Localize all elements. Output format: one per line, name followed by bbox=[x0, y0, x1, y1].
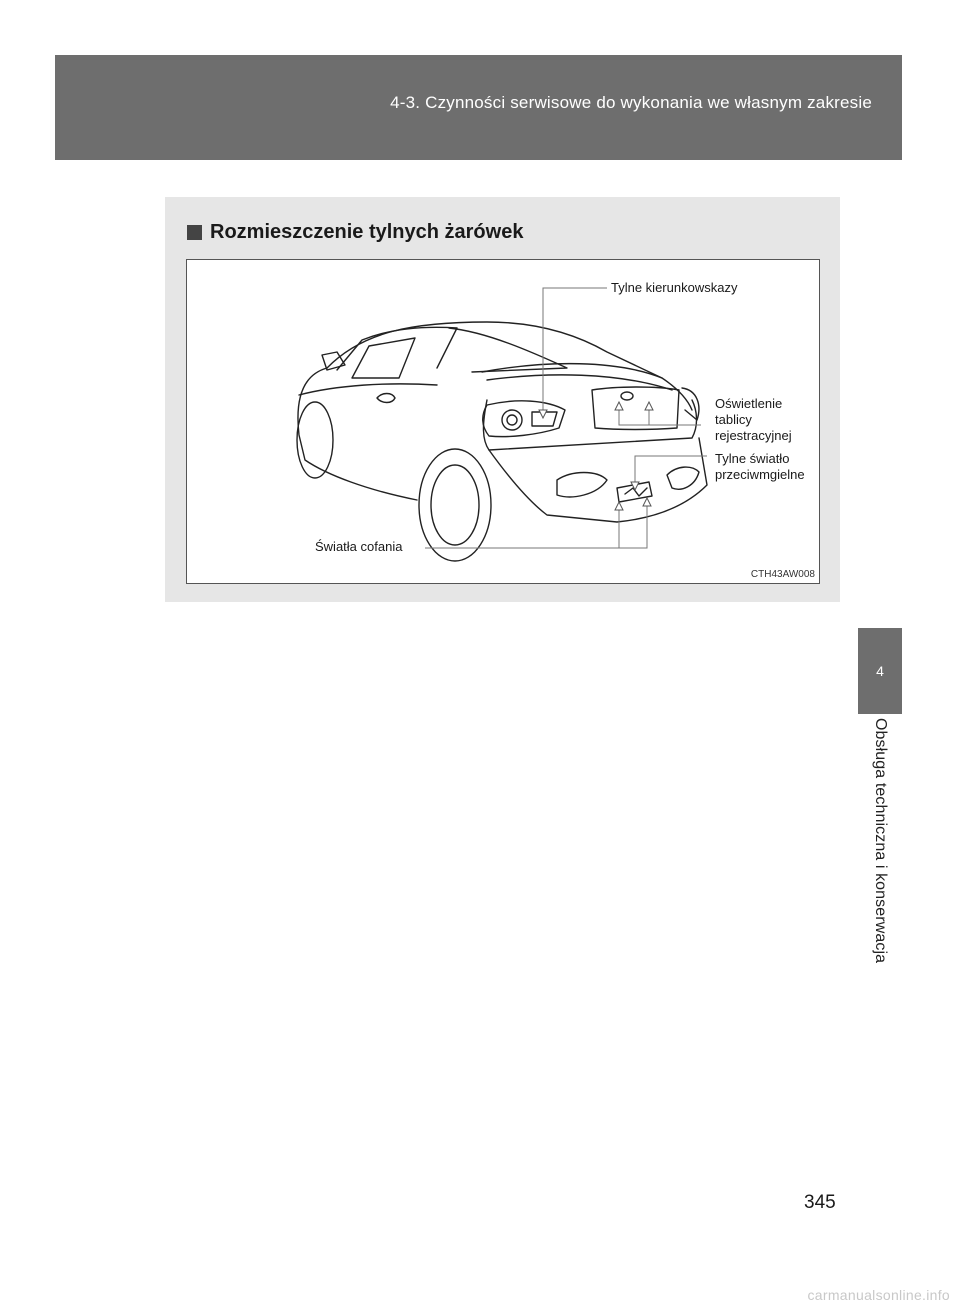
figure-code: CTH43AW008 bbox=[750, 569, 815, 580]
header-band bbox=[55, 55, 902, 160]
label-license-plate-light-line-1: Oświetlenie bbox=[715, 396, 783, 411]
label-reverse-lights: Światła cofania bbox=[315, 539, 403, 554]
label-license-plate-light-line-3: rejestracyjnej bbox=[715, 428, 792, 443]
bullet-square-icon bbox=[187, 225, 202, 240]
label-rear-fog-light-line-2: przeciwmgielne bbox=[715, 467, 805, 482]
chapter-title: 4-3. Czynności serwisowe do wykonania we własnym zakresie bbox=[390, 93, 872, 112]
label-rear-fog-light-line-1: Tylne światło bbox=[715, 451, 790, 466]
section-heading-text: Rozmieszczenie tylnych żarówek bbox=[210, 221, 524, 243]
page-number: 345 bbox=[804, 1192, 836, 1213]
watermark: carmanualsonline.info bbox=[807, 1287, 950, 1303]
label-license-plate-light-line-2: tablicy bbox=[715, 412, 752, 427]
car-rear-illustration bbox=[186, 259, 820, 584]
chapter-tab-number: 4 bbox=[858, 628, 902, 714]
section-heading bbox=[187, 221, 523, 244]
rear-bulbs-section bbox=[165, 197, 840, 602]
chapter-tab-label-text: Obsługa techniczna i konserwacja bbox=[872, 718, 889, 964]
label-rear-fog-light bbox=[715, 451, 805, 483]
label-rear-turn-signals: Tylne kierunkowskazy bbox=[611, 280, 738, 295]
label-license-plate-light bbox=[715, 396, 792, 444]
chapter-tab-label bbox=[858, 718, 902, 1018]
